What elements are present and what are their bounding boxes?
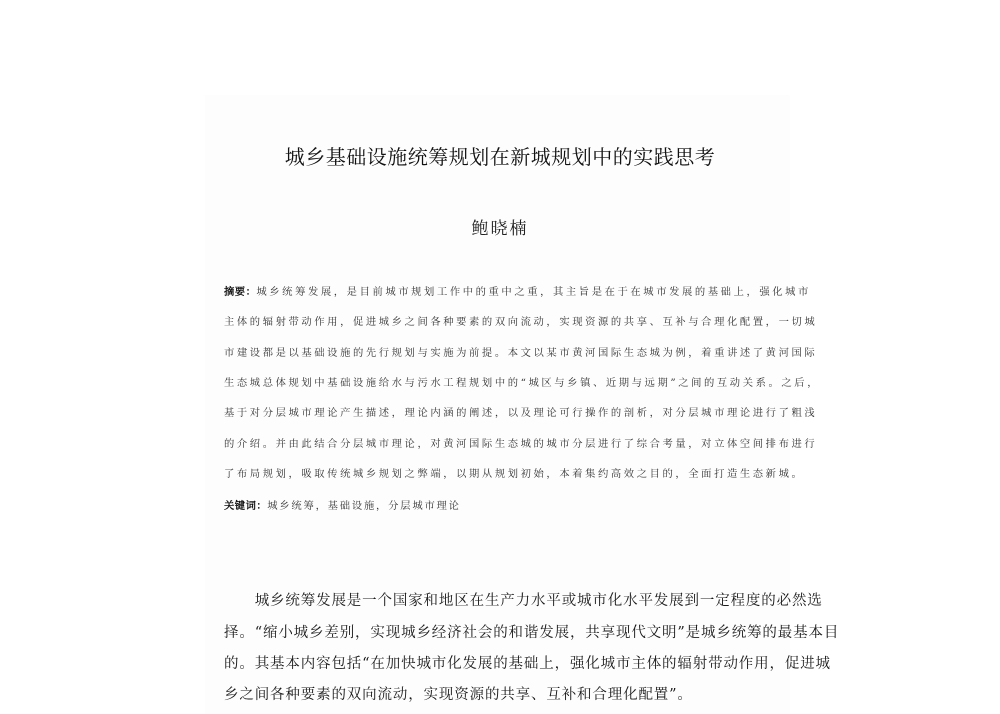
paper-title: 城乡基础设施统筹规划在新城规划中的实践思考 xyxy=(284,145,716,169)
paper-author: 鲍晓楠 xyxy=(471,219,529,239)
abstract-line: 基于对分层城市理论产生描述，理论内涵的阐述，以及理论可行操作的剖析，对分层城市理论进行了粗浅 xyxy=(224,407,818,419)
body-line: 的。其基本内容包括“在加快城市化发展的基础上，强化城市主体的辐射带动作用，促进城 xyxy=(224,656,831,672)
body-line: 择。“缩小城乡差别，实现城乡经济社会的和谐发展，共享现代文明”是城乡统筹的最基本目 xyxy=(224,625,840,641)
keywords-line xyxy=(224,498,776,514)
abstract-line: 主体的辐射带动作用，促进城乡之间各种要素的双向流动，实现资源的共享、互补与合理化配置，一切城 xyxy=(224,316,818,328)
abstract-label: 摘要： xyxy=(224,286,257,298)
abstract-text: 城乡统筹发展，是目前城市规划工作中的重中之重，其主旨是在于在城市发展的基础上，强化城市 xyxy=(256,286,811,298)
abstract-line: 生态城总体规划中基础设施给水与污水工程规划中的“城区与乡镇、近期与远期”之间的互动关系。之后， xyxy=(224,377,821,389)
abstract-line xyxy=(224,284,811,300)
keywords-label: 关键词： xyxy=(224,500,268,512)
body-line: 乡之间各种要素的双向流动，实现资源的共享、互补和合理化配置”。 xyxy=(224,687,693,703)
keywords-text: 城乡统筹，基础设施，分层城市理论 xyxy=(267,500,461,512)
abstract-line: 市建设都是以基础设施的先行规划与实施为前提。本文以某市黄河国际生态城为例，着重讲述了黄河国际 xyxy=(224,347,818,359)
abstract-line: 的介绍。并由此结合分层城市理论，对黄河国际生态城的城市分层进行了综合考量，对立体空间排布进行 xyxy=(224,438,818,450)
abstract-line: 了布局规划，吸取传统城乡规划之弊端，以期从规划初始，本着集约高效之目的，全面打造生态新城。 xyxy=(224,468,805,480)
body-line: 城乡统筹发展是一个国家和地区在生产力水平或城市化水平发展到一定程度的必然选 xyxy=(224,593,823,609)
